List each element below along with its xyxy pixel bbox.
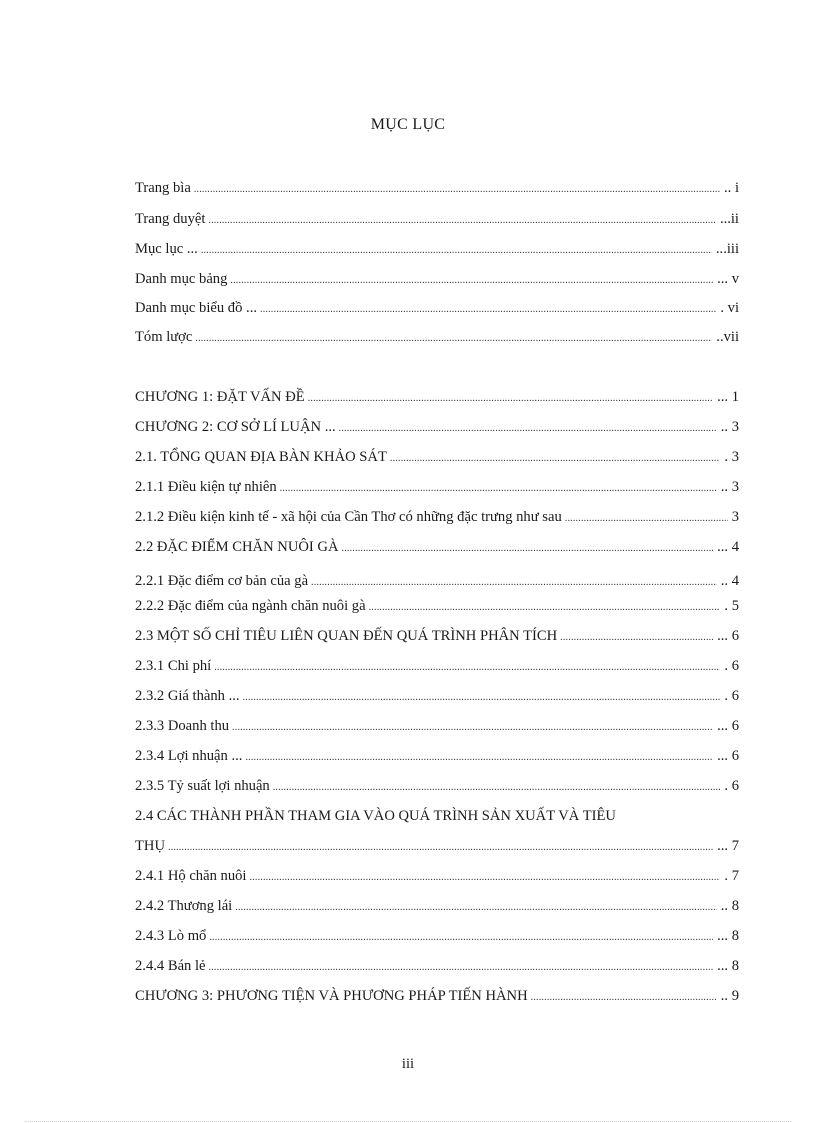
toc-entry — [135, 656, 739, 676]
toc-entry — [135, 417, 739, 437]
dot-leader — [209, 958, 714, 978]
toc-entry-label: 2.3.5 Tỷ suất lợi nhuận — [135, 778, 270, 794]
dot-leader — [201, 241, 712, 261]
dot-leader — [230, 271, 713, 291]
page-number-footer: iii — [401, 1056, 415, 1072]
toc-entry — [135, 716, 739, 736]
dot-leader — [249, 868, 720, 888]
toc-entry-page: ... 1 — [717, 389, 739, 405]
toc-entry — [135, 596, 739, 616]
dot-leader — [209, 928, 713, 948]
toc-entry-label: 2.3.2 Giá thành ... — [135, 688, 240, 704]
toc-entry-page: . 7 — [724, 868, 739, 884]
toc-entry-page: .. 3 — [720, 419, 739, 435]
toc-entry-label: Trang bìa — [135, 180, 191, 196]
dot-leader — [168, 838, 713, 858]
dot-leader — [565, 509, 728, 529]
toc-entry-label: 2.3.3 Doanh thu — [135, 718, 230, 734]
toc-entry-label: Danh mục bảng — [135, 271, 228, 287]
toc-entry-page: . 6 — [724, 658, 739, 674]
dot-leader — [308, 389, 713, 409]
dot-leader — [194, 180, 720, 200]
toc-entry-page: . vi — [720, 300, 739, 316]
toc-entry-page: . 5 — [724, 598, 739, 614]
toc-entry-page: ... 4 — [717, 539, 739, 555]
toc-entry-label: 2.1.1 Điều kiện tự nhiên — [135, 479, 277, 495]
toc-entry-page: ...iii — [715, 241, 739, 257]
toc-entry-page: ..vii — [716, 329, 739, 345]
dot-leader — [195, 329, 712, 349]
page-title: MỤC LỤC — [370, 116, 446, 133]
toc-entry-label: 2.2.1 Đặc điểm cơ bản của gà — [135, 573, 309, 589]
toc-entry-label: 2.4.4 Bán lẻ — [135, 958, 206, 974]
toc-entry — [135, 209, 739, 229]
toc-entry-label: CHƯƠNG 3: PHƯƠNG TIỆN VÀ PHƯƠNG PHÁP TIẾN HÀNH — [135, 988, 528, 1004]
toc-entry-label: 2.3.1 Chi phí — [135, 658, 212, 674]
toc-entry-page: .. 8 — [720, 898, 739, 914]
toc-entry-page: . 3 — [724, 449, 739, 465]
toc-entry-page: ... 6 — [717, 748, 739, 764]
toc-entry-label: 2.1.2 Điều kiện kinh tế - xã hội của Cần Thơ có những đặc trưng như sau — [135, 509, 562, 525]
toc-entry — [135, 239, 739, 259]
dot-leader — [235, 898, 717, 918]
toc-entry-label: 2.4 CÁC THÀNH PHẦN THAM GIA VÀO QUÁ TRÌNH SẢN XUẤT VÀ TIÊU — [135, 808, 616, 824]
dot-leader — [390, 449, 721, 469]
toc-entry-label: Trang duyệt — [135, 211, 206, 227]
toc-entry-label: CHƯƠNG 2: CƠ SỞ LÍ LUẬN ... — [135, 419, 336, 435]
toc-entry — [135, 836, 739, 856]
toc-entry-page: ... 7 — [717, 838, 739, 854]
toc-entry-label: 2.2.2 Đặc điểm của ngành chăn nuôi gà — [135, 598, 366, 614]
toc-entry-page: ... v — [717, 271, 739, 287]
page-edge-divider — [25, 1121, 791, 1122]
toc-entry — [135, 507, 739, 527]
toc-entry — [135, 447, 739, 467]
dot-leader — [232, 718, 713, 738]
toc-entry-label: 2.4.2 Thương lái — [135, 898, 233, 914]
dot-leader — [243, 688, 721, 708]
dot-leader — [369, 598, 721, 618]
toc-entry-label: 2.4.1 Hộ chăn nuôi — [135, 868, 247, 884]
dot-leader — [560, 628, 713, 648]
dot-leader — [339, 419, 717, 439]
toc-entry — [135, 926, 739, 946]
toc-entry — [135, 806, 739, 826]
toc-entry-page: ...ii — [719, 211, 739, 227]
toc-entry-label: 2.4.3 Lò mổ — [135, 928, 207, 944]
toc-entry-page: ... 8 — [717, 958, 739, 974]
toc-entry-label: CHƯƠNG 1: ĐẶT VẤN ĐỀ — [135, 389, 305, 405]
dot-leader — [280, 479, 717, 499]
toc-entry — [135, 298, 739, 318]
dot-leader — [214, 658, 720, 678]
toc-entry — [135, 327, 739, 347]
toc-entry — [135, 746, 739, 766]
toc-entry — [135, 571, 739, 591]
toc-entry — [135, 477, 739, 497]
dot-leader — [208, 211, 716, 231]
toc-entry-page: .. 3 — [720, 479, 739, 495]
toc-entry — [135, 956, 739, 976]
dot-leader — [245, 748, 713, 768]
toc-entry-label: Mục lục ... — [135, 241, 198, 257]
toc-entry — [135, 387, 739, 407]
toc-entry — [135, 269, 739, 289]
toc-entry-page: ... 8 — [717, 928, 739, 944]
toc-entry-label: Danh mục biểu đồ ... — [135, 300, 257, 316]
toc-entry-label: THỤ — [135, 838, 165, 854]
dot-leader — [342, 539, 714, 559]
dot-leader — [311, 573, 717, 593]
dot-leader — [260, 300, 716, 320]
toc-entry — [135, 537, 739, 557]
toc-entry — [135, 686, 739, 706]
toc-entry-page: 3 — [731, 509, 739, 525]
toc-entry-label: 2.3.4 Lợi nhuận ... — [135, 748, 243, 764]
toc-entry-label: 2.2 ĐẶC ĐIỂM CHĂN NUÔI GÀ — [135, 539, 339, 555]
toc-entry — [135, 626, 739, 646]
toc-entry-label: 2.3 MỘT SỐ CHỈ TIÊU LIÊN QUAN ĐẾN QUÁ TRÌNH PHÂN TÍCH — [135, 628, 558, 644]
toc-entry-page: ... 6 — [717, 628, 739, 644]
toc-entry — [135, 986, 739, 1006]
toc-entry-page: .. i — [724, 180, 739, 196]
toc-entry-page: .. 9 — [720, 988, 739, 1004]
toc-entry-label: 2.1. TỔNG QUAN ĐỊA BÀN KHẢO SÁT — [135, 449, 387, 465]
toc-entry-page: . 6 — [724, 778, 739, 794]
toc-entry — [135, 178, 739, 198]
toc-entry-label: Tóm lược — [135, 329, 193, 345]
toc-entry-page: .. 4 — [720, 573, 739, 589]
toc-entry-page: ... 6 — [717, 718, 739, 734]
toc-entry — [135, 776, 739, 796]
dot-leader — [273, 778, 721, 798]
toc-entry — [135, 896, 739, 916]
toc-entry-page: . 6 — [724, 688, 739, 704]
toc-entry — [135, 866, 739, 886]
dot-leader — [531, 988, 717, 1008]
